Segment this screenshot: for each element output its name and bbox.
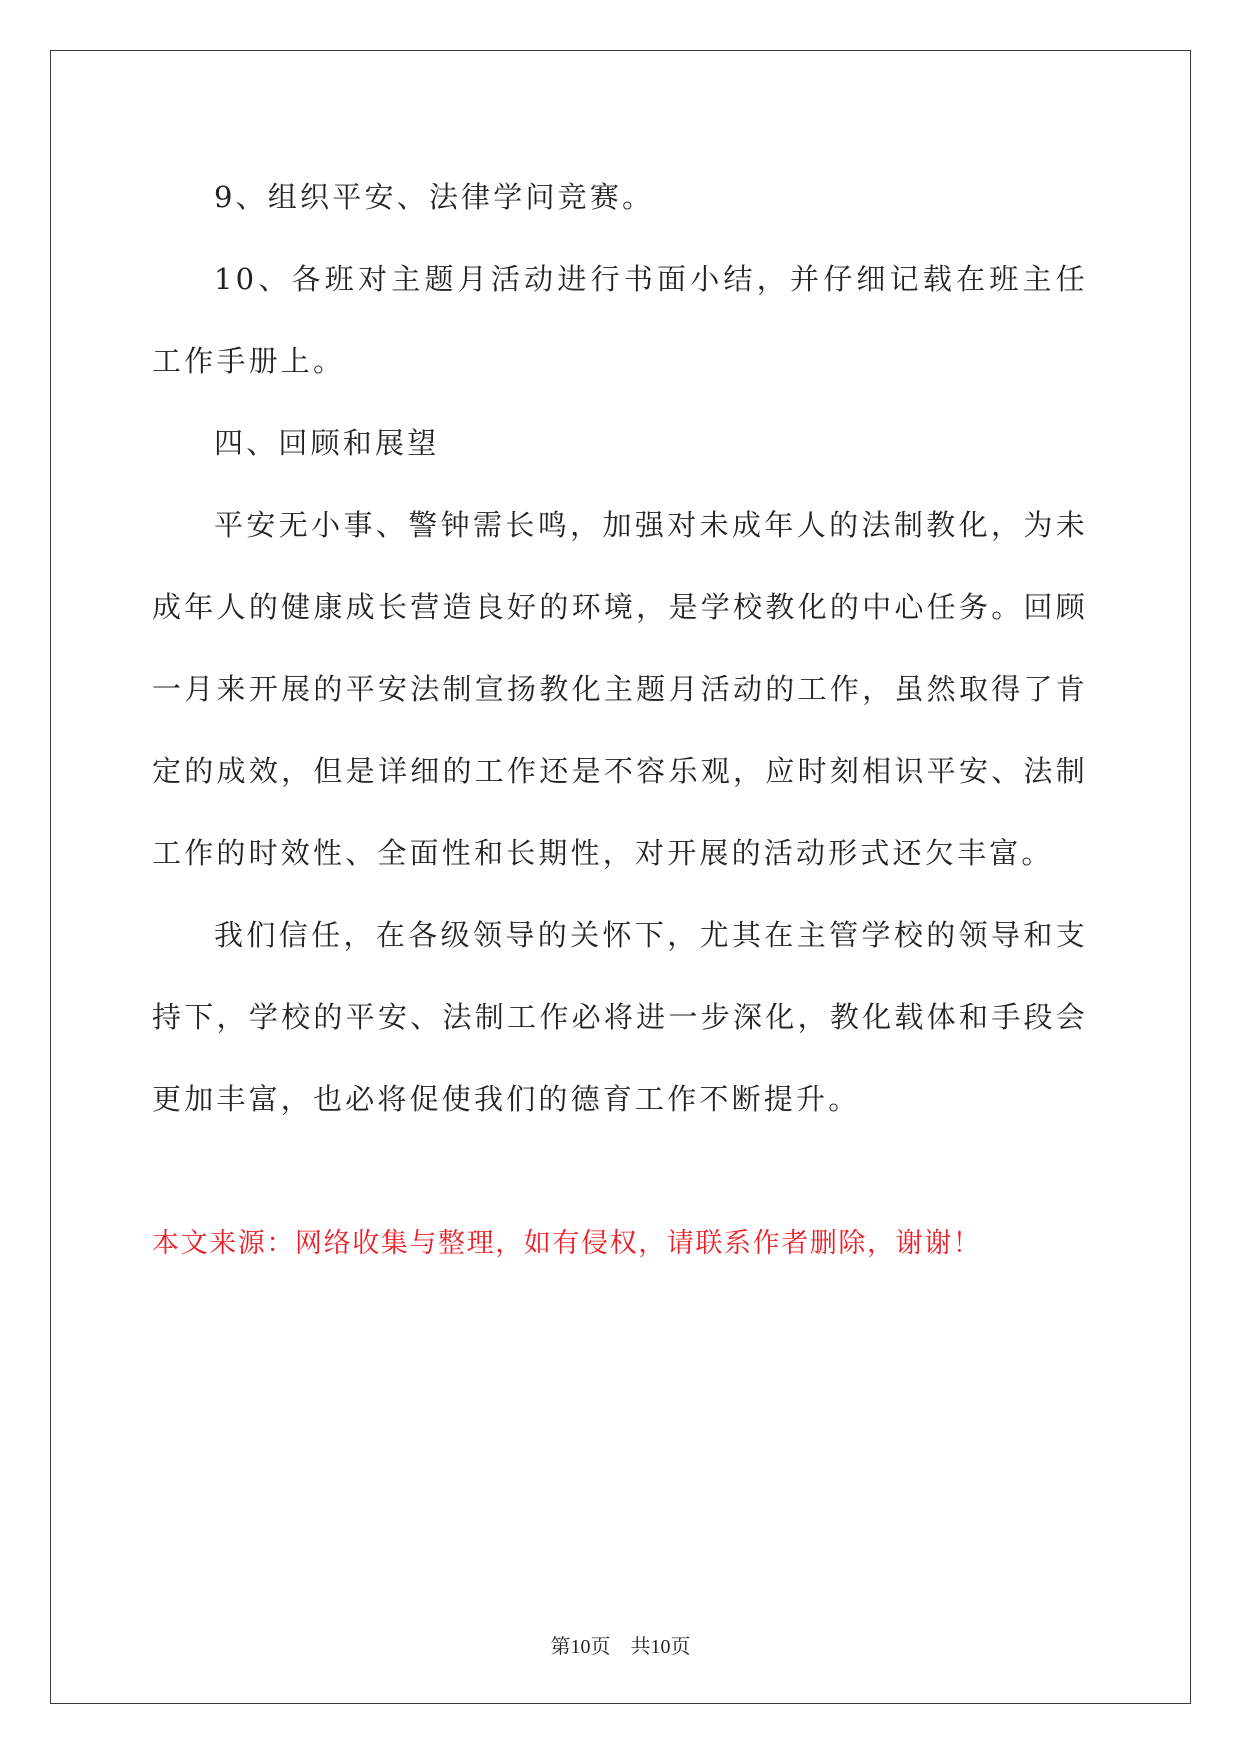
paragraph-outlook: 我们信任，在各级领导的关怀下，尤其在主管学校的领导和支持下，学校的平安、法制工作必将进一步深化，教化载体和手段会更加丰富，也必将促使我们的德育工作不断提升。	[152, 918, 1088, 1116]
section-heading-review: 四、回顾和展望	[214, 426, 440, 460]
paragraph-item-9: 9、组织平安、法律学问竞赛。	[214, 180, 655, 214]
source-disclaimer: 本文来源：网络收集与整理，如有侵权，请联系作者删除，谢谢！	[152, 1228, 982, 1259]
paragraph-item-10: 10、各班对主题月活动进行书面小结，并仔细记载在班主任工作手册上。	[152, 262, 1088, 378]
document-body	[152, 156, 1088, 1140]
page-number: 第10页 共10页	[550, 1636, 691, 1658]
paragraph-review: 平安无小事、警钟需长鸣，加强对未成年人的法制教化，为未成年人的健康成长营造良好的环境，是学校教化的中心任务。回顾一月来开展的平安法制宣扬教化主题月活动的工作，虽然取得了肯定的成效，但是详细的工作还是不容乐观，应时刻相识平安、法制工作的时效性、全面性和长期性，对开展的活动形式还欠丰富。	[152, 508, 1088, 870]
